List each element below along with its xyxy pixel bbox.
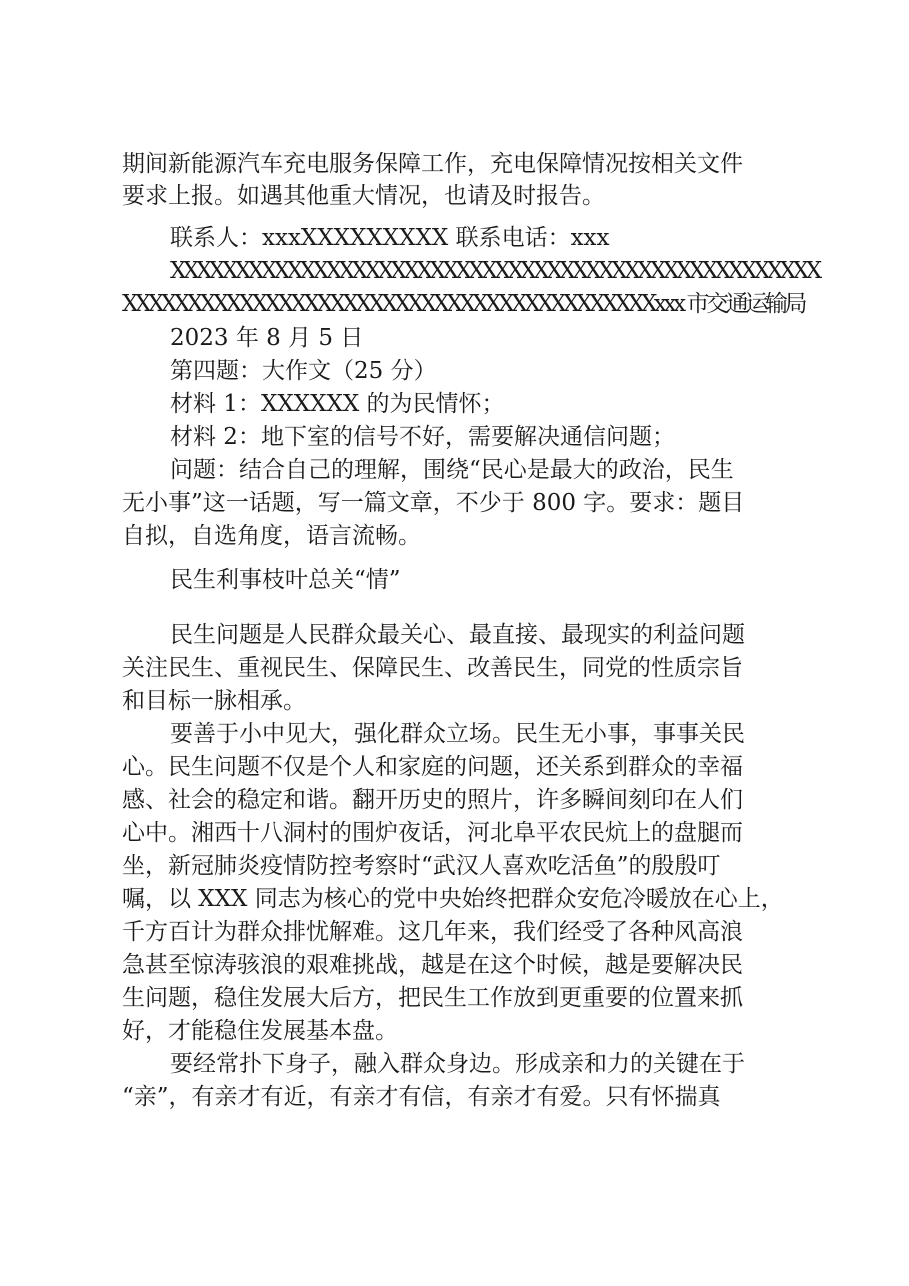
text-line: 要求上报。如遇其他重大情况，也请及时报告。	[122, 183, 605, 209]
issuer-line: XXXXXXXXXXXXXXXXXXXXXXXXXXXXXXXXXXXXXXXXXxxx 市交通运输局	[122, 291, 805, 317]
text-line: “亲”，有亲才有近，有亲才有信，有亲才有爱。只有怀揣真	[122, 1084, 721, 1110]
material-2: 材料 2：地下室的信号不好，需要解决通信问题；	[170, 424, 675, 450]
text-line: 和目标一脉相承。	[122, 688, 306, 714]
text-line: XXXXXXXXXXXXXXXXXXXXXXXXXXXXXXXXXXXXXXXXXXXXXXXXXX	[170, 258, 819, 284]
text-line: 急甚至惊涛骇浪的艰难挑战，越是在这个时候，越是要解决民	[122, 952, 743, 978]
text-line: 心。民生问题不仅是个人和家庭的问题，还关系到群众的幸福	[122, 754, 743, 780]
text-line: 民生问题是人民群众最关心、最直接、最现实的利益问题	[170, 622, 745, 648]
text-line: 关注民生、重视民生、保障民生、改善民生，同党的性质宗旨	[122, 655, 743, 681]
question-text: 无小事”这一话题，写一篇文章，不少于 800 字。要求：题目	[122, 490, 745, 516]
contact-line: 联系人：xxxXXXXXXXXX 联系电话：xxx	[170, 225, 610, 251]
material-1: 材料 1：XXXXXX 的为民情怀；	[170, 391, 505, 417]
text-line: 期间新能源汽车充电服务保障工作，充电保障情况按相关文件	[122, 151, 743, 177]
text-line: 心中。湘西十八洞村的围炉夜话，河北阜平农民炕上的盘腿而	[122, 820, 743, 846]
text-line: 嘱，以 XXX 同志为核心的党中央始终把群众安危冷暖放在心上，	[122, 886, 784, 912]
text-line: 坐，新冠肺炎疫情防控考察时“武汉人喜欢吃活鱼”的殷殷叮	[122, 853, 721, 879]
question-text: 自拟，自选角度，语言流畅。	[122, 523, 421, 549]
text-line: 千方百计为群众排忧解难。这几年来，我们经受了各种风高浪	[122, 919, 743, 945]
text-line: 感、社会的稳定和谐。翻开历史的照片，许多瞬间刻印在人们	[122, 787, 743, 813]
text-line: 好，才能稳住发展基本盘。	[122, 1018, 398, 1044]
question-text: 问题：结合自己的理解，围绕“民心是最大的政治，民生	[170, 457, 734, 483]
date-line: 2023 年 8 月 5 日	[170, 325, 364, 351]
text-line: 要善于小中见大，强化群众立场。民生无小事，事事关民	[170, 721, 745, 747]
essay-title: 民生利事枝叶总关“情”	[170, 567, 401, 593]
text-line: 要经常扑下身子，融入群众身边。形成亲和力的关键在于	[170, 1051, 745, 1077]
question-heading: 第四题：大作文（25 分）	[170, 358, 437, 384]
text-line: 生问题，稳住发展大后方，把民生工作放到更重要的位置来抓	[122, 985, 743, 1011]
